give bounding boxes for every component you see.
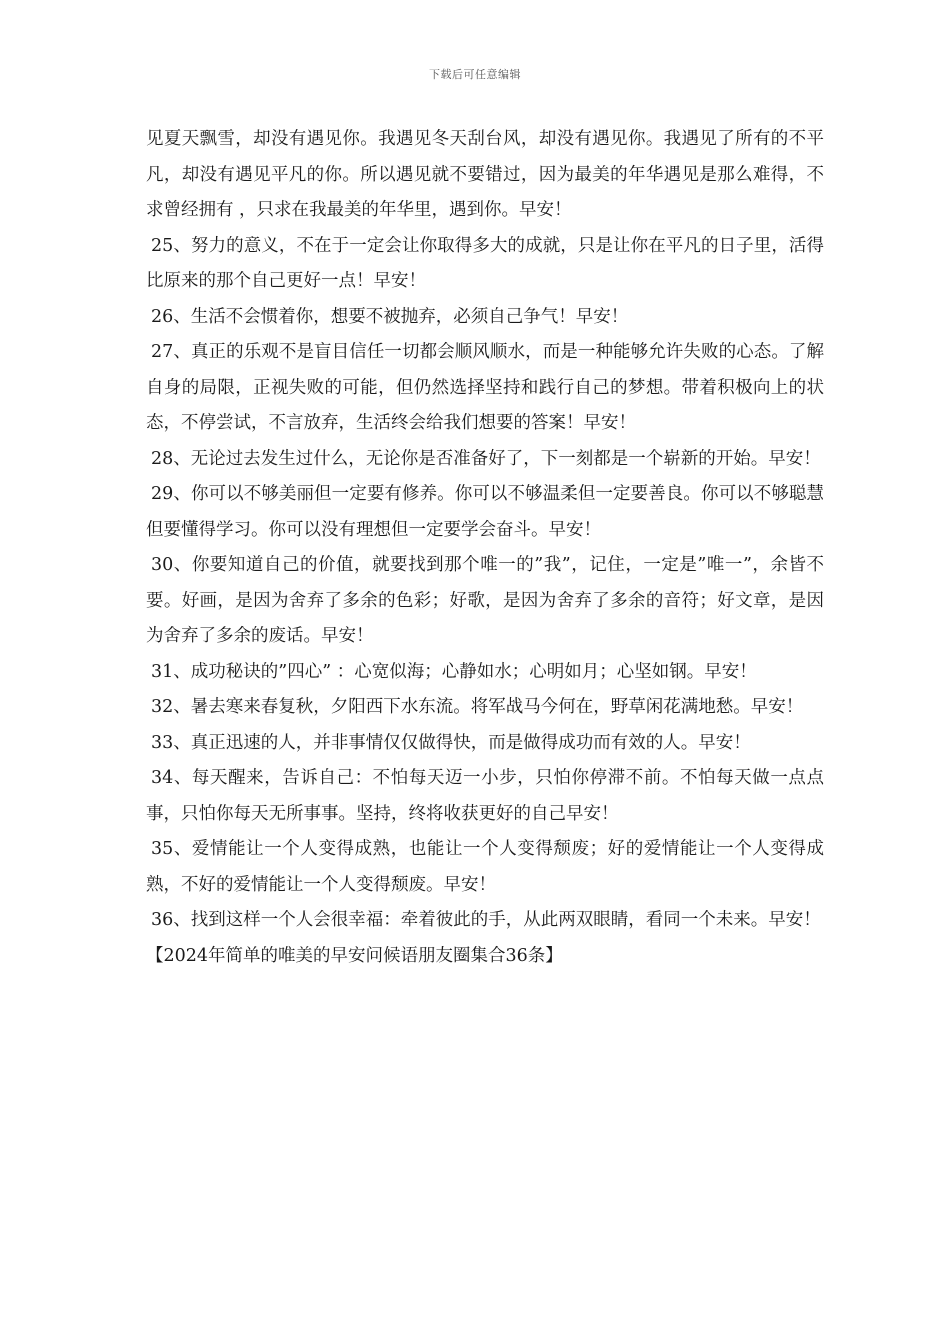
paragraph-item-25: 25、努力的意义，不在于一定会让你取得多大的成就，只是让你在平凡的日子里，活得比原来的那个自己更好一点！早安！ <box>146 235 824 291</box>
paragraph-item-32: 32、暑去寒来春复秋，夕阳西下水东流。将军战马今何在，野草闲花满地愁。早安！ <box>151 697 804 717</box>
collection-title: 【2024年简单的唯美的早安问候语朋友圈集合36条】 <box>146 945 563 966</box>
paragraph-item-30: 30、你要知道自己的价值，就要找到那个唯一的”我”，记住，一定是”唯一”，余皆不要。好画，是因为舍弃了多余的色彩；好歌，是因为舍弃了多余的音符；好文章，是因为舍弃了多余的废话。早安！ <box>146 555 824 646</box>
paragraph-item-36: 36、找到这样一个人会很幸福：牵着彼此的手，从此两双眼睛，看同一个未来。早安！ <box>151 910 821 930</box>
paragraph-item-28: 28、无论过去发生过什么，无论你是否准备好了，下一刻都是一个崭新的开始。早安！ <box>151 448 821 469</box>
page-header: 下载后可任意编辑 <box>429 68 521 81</box>
paragraph-item-27: 27、真正的乐观不是盲目信任一切都会顺风顺水，而是一种能够允许失败的心态。了解自身的局限，正视失败的可能，但仍然选择坚持和践行自己的梦想。带着积极向上的状态，不停尝试，不言放弃，生活终会给我们想要的答案！早安！ <box>146 342 824 433</box>
paragraph-item-33: 33、真正迅速的人，并非事情仅仅做得快，而是做得成功而有效的人。早安！ <box>151 732 751 753</box>
paragraph-item-34: 34、每天醒来，告诉自己：不怕每天迈一小步，只怕你停滞不前。不怕每天做一点点事，只怕你每天无所事事。坚持，终将收获更好的自己早安！ <box>146 768 824 824</box>
paragraph-continuation: 见夏天飘雪，却没有遇见你。我遇见冬天刮台风，却没有遇见你。我遇见了所有的不平凡，却没有遇见平凡的你。所以遇见就不要错过，因为最美的年华遇见是那么难得，不求曾经拥有 ，只求在我最美的年华里，遇到你。早安！ <box>146 129 824 220</box>
paragraph-item-26: 26、生活不会惯着你，想要不被抛弃，必须自己争气！早安！ <box>151 306 629 327</box>
paragraph-item-29: 29、你可以不够美丽但一定要有修养。你可以不够温柔但一定要善良。你可以不够聪慧但要懂得学习。你可以没有理想但一定要学会奋斗。早安！ <box>146 484 824 540</box>
paragraph-item-35: 35、爱情能让一个人变得成熟，也能让一个人变得颓废；好的爱情能让一个人变得成熟，不好的爱情能让一个人变得颓废。早安！ <box>146 839 824 895</box>
paragraph-item-31: 31、成功秘诀的”四心” ：心宽似海；心静如水；心明如月；心坚如钢。早安！ <box>151 661 757 682</box>
document-body <box>146 122 824 974</box>
